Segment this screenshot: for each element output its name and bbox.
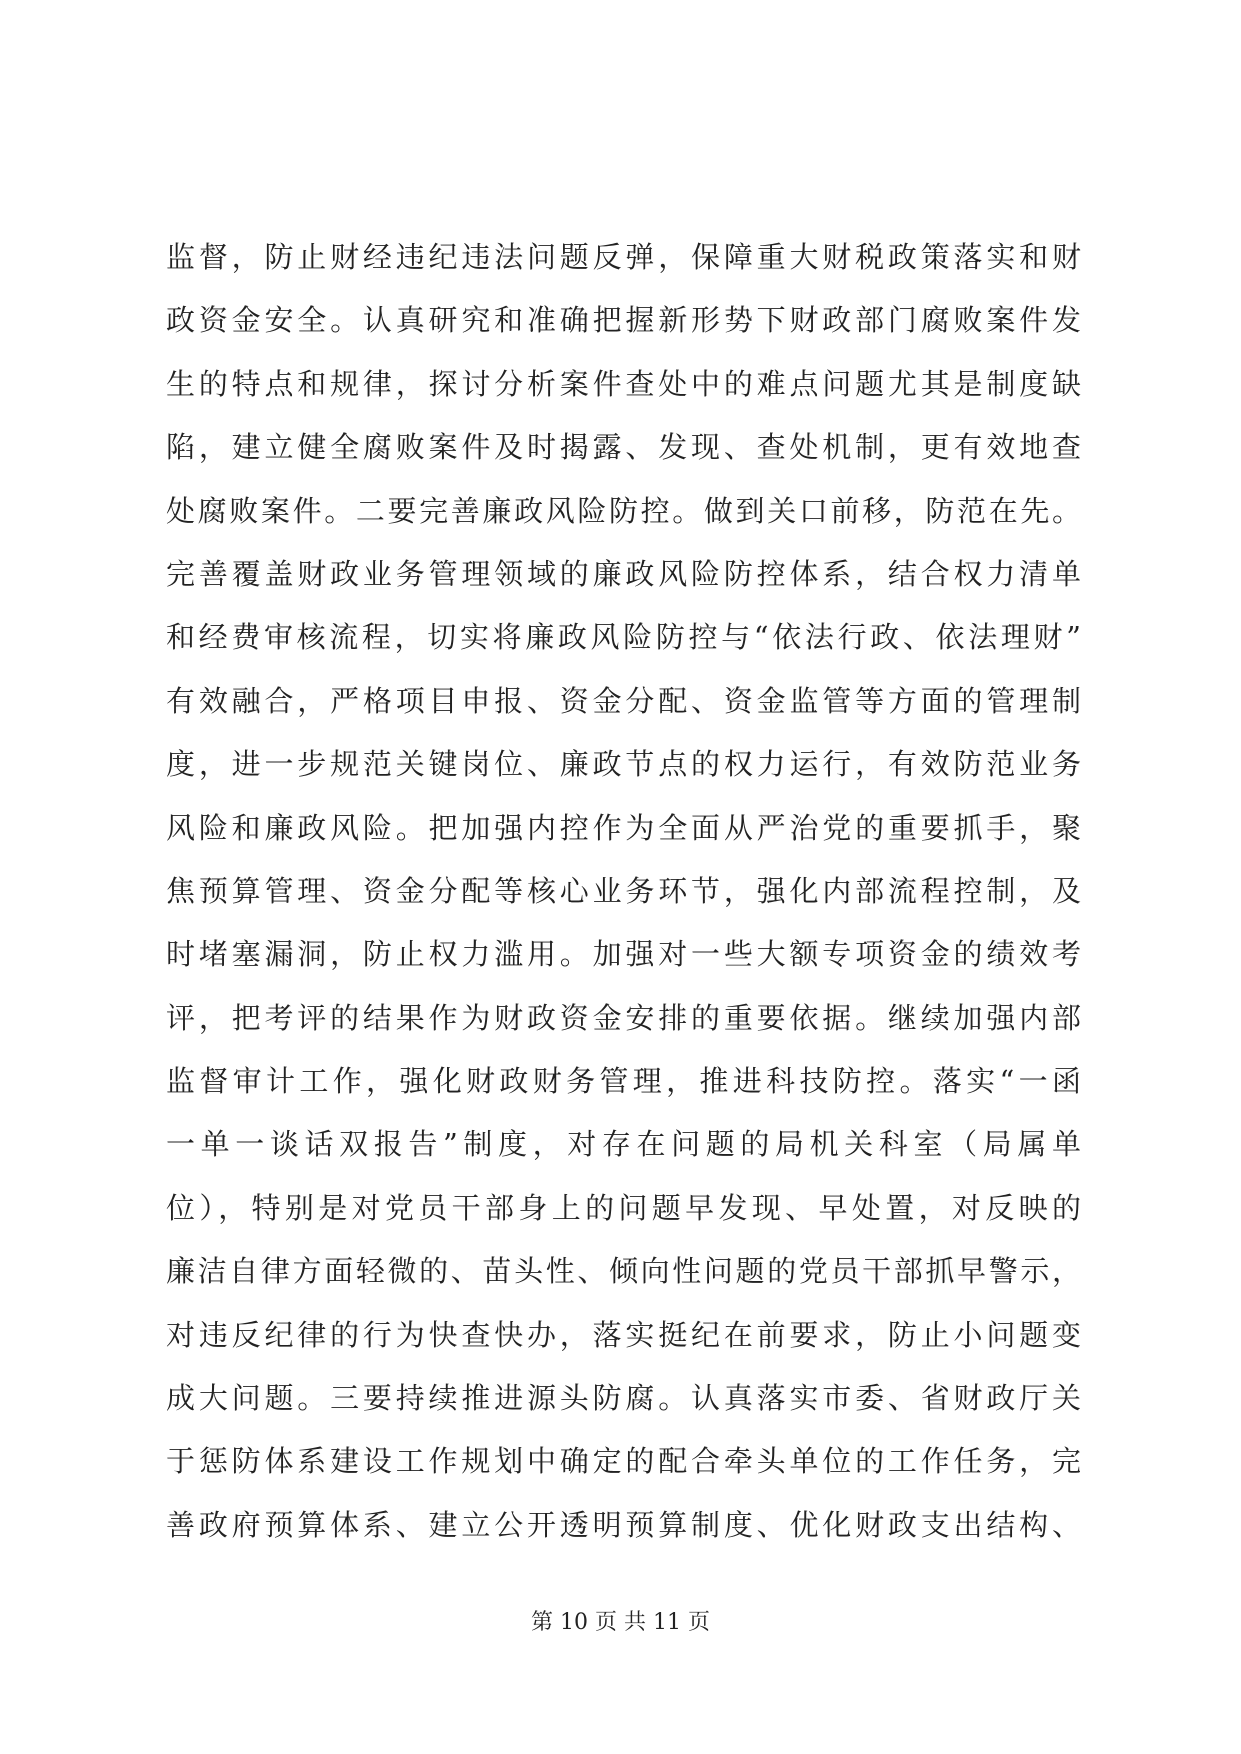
text-line: 位），特别是对党员干部身上的问题早发现、早处置，对反映的 (166, 1190, 1081, 1225)
body-text (166, 226, 1081, 1557)
text-line: 监督审计工作，强化财政财务管理，推进科技防控。落实“一函 (166, 1064, 1081, 1099)
text-line: 风险和廉政风险。把加强内控作为全面从严治党的重要抓手，聚 (166, 810, 1081, 845)
text-line: 生的特点和规律，探讨分析案件查处中的难点问题尤其是制度缺 (166, 366, 1081, 401)
text-line: 处腐败案件。二要完善廉政风险防控。做到关口前移，防范在先。 (166, 493, 1081, 528)
text-line: 于惩防体系建设工作规划中确定的配合牵头单位的工作任务，完 (166, 1444, 1081, 1479)
text-line: 陷，建立健全腐败案件及时揭露、发现、查处机制，更有效地查 (166, 430, 1081, 465)
text-line: 焦预算管理、资金分配等核心业务环节，强化内部流程控制，及 (166, 873, 1081, 908)
text-line: 度，进一步规范关键岗位、廉政节点的权力运行，有效防范业务 (166, 747, 1081, 782)
text-line: 完善覆盖财政业务管理领域的廉政风险防控体系，结合权力清单 (166, 556, 1081, 591)
text-line: 廉洁自律方面轻微的、苗头性、倾向性问题的党员干部抓早警示， (166, 1254, 1081, 1289)
text-line: 监督，防止财经违纪违法问题反弹，保障重大财税政策落实和财 (166, 240, 1081, 274)
text-line: 政资金安全。认真研究和准确把握新形势下财政部门腐败案件发 (166, 303, 1081, 338)
text-line: 善政府预算体系、建立公开透明预算制度、优化财政支出结构、 (166, 1507, 1081, 1542)
text-line: 有效融合，严格项目申报、资金分配、资金监管等方面的管理制 (166, 683, 1081, 718)
page-number-footer: 第 10 页 共 11 页 (531, 1610, 710, 1635)
text-line: 时堵塞漏洞，防止权力滥用。加强对一些大额专项资金的绩效考 (166, 937, 1081, 972)
text-line: 一单一谈话双报告”制度，对存在问题的局机关科室（局属单 (166, 1127, 1081, 1162)
text-line: 对违反纪律的行为快查快办，落实挺纪在前要求，防止小问题变 (166, 1317, 1081, 1352)
text-line: 评，把考评的结果作为财政资金安排的重要依据。继续加强内部 (166, 1000, 1081, 1035)
text-line: 成大问题。三要持续推进源头防腐。认真落实市委、省财政厅关 (166, 1381, 1081, 1416)
text-line: 和经费审核流程，切实将廉政风险防控与“依法行政、依法理财” (166, 620, 1081, 655)
